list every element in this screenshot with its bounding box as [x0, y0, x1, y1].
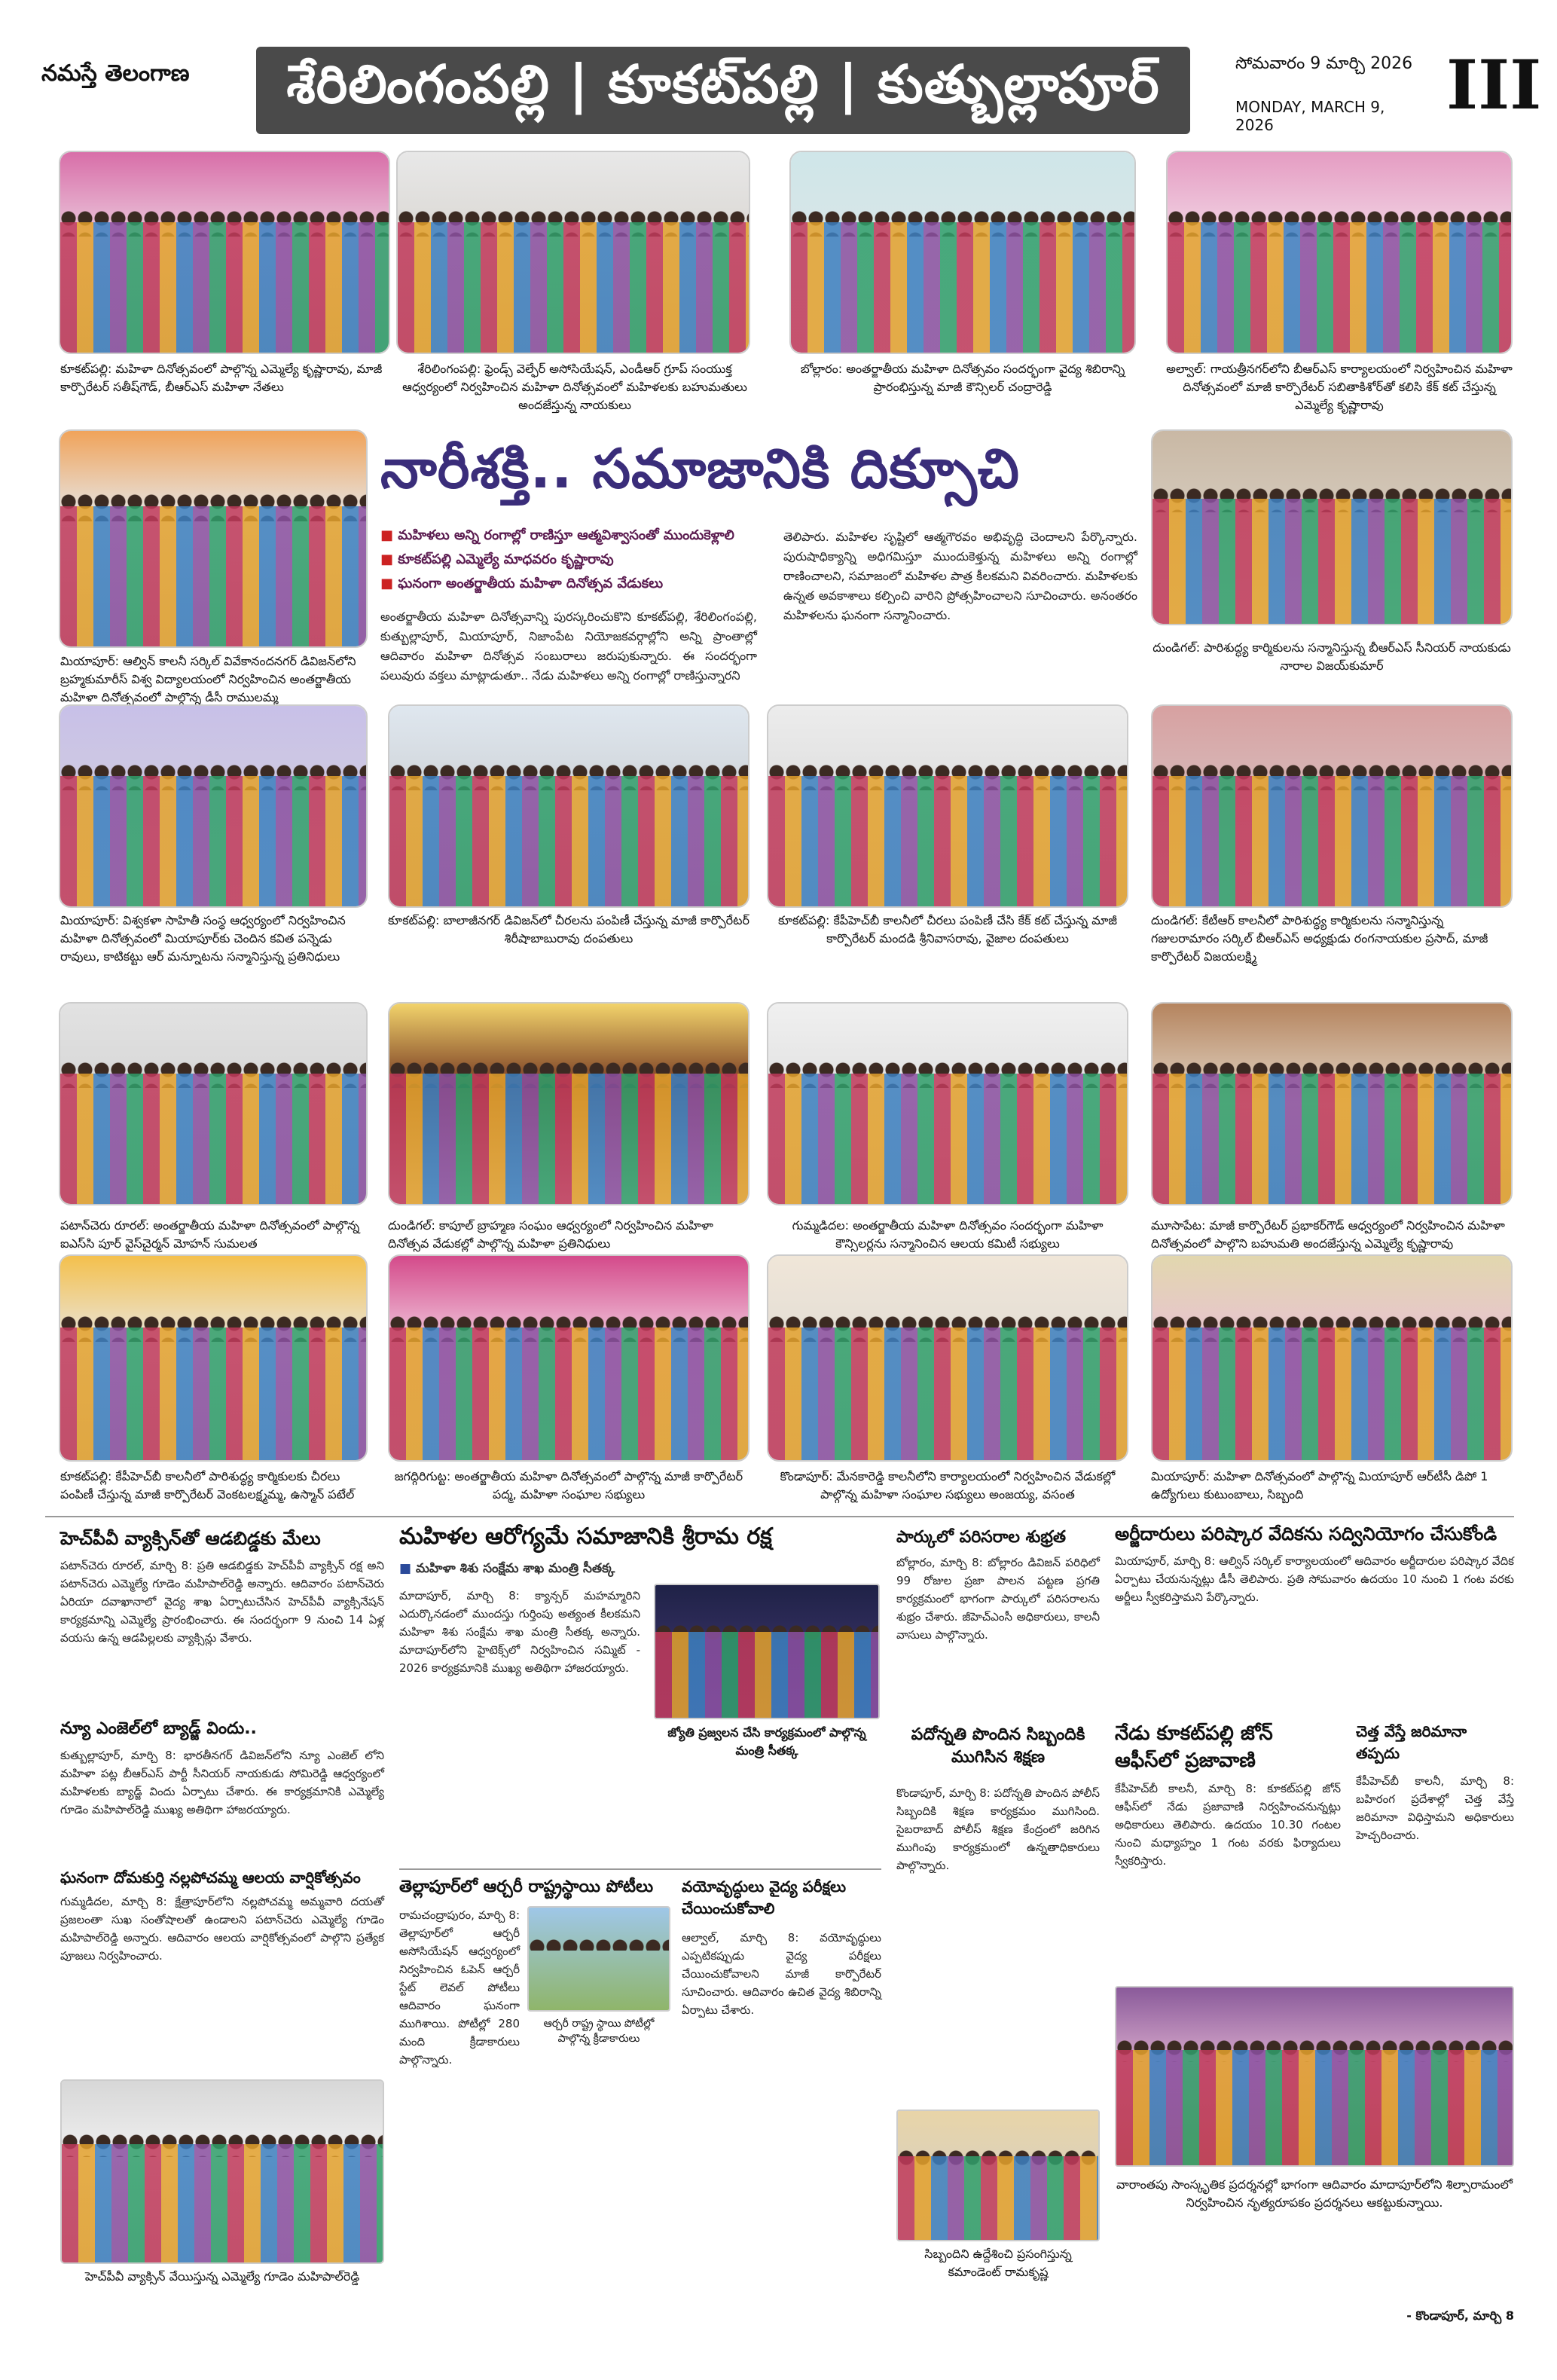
col4-photo-place: - కొండాపూర్, మార్చి 8	[1406, 2308, 1514, 2323]
photo-row3-1	[59, 704, 368, 908]
caption-row3-4: దుండిగల్: కేటీఆర్ కాలనీలో పారిశుద్ధ్య కార్మికులను సన్మానిస్తున్న గజులరామారం సర్కిల్ బీఆర్‌ఎస్ అధ్యక్షుడు రంగనాయకుల ప్రసాద్, మాజీ కార్పొరేటర్ విజయలక్ష్మి	[1151, 913, 1488, 964]
col1-photo-caption: హెచ్‌పీవీ వ్యాక్సిన్ వేయిస్తున్న ఎమ్మెల్యే గూడెం మహిపాల్‌రెడ్డి	[84, 2269, 360, 2284]
lead-bullet-3: ■ ఘనంగా అంతర్జాతీయ మహిళా దినోత్సవ వేడుకలు	[380, 576, 757, 594]
lead-body-left: అంతర్జాతీయ మహిళా దినోత్సవాన్ని పురస్కరించుకొని కూకట్‌పల్లి, శేరిలింగంపల్లి, కుత్బుల్లాపూర్, మియాపూర్, నిజాంపేట నియోజకవర్గాల్లోని అన్ని ప్రాంతాల్లో ఆదివారం మహిళా దినోత్సవ సంబురాలు జరుపుకున్నారు. ఈ సందర్భంగా పలువురు వక్తలు మాట్లాడుతూ.. నేడు మహిళలు అన్ని రంగాల్లో రాణిస్తున్నారని	[380, 610, 757, 683]
col4-body-3: కేపీహెచ్‌బీ కాలనీ, మార్చి 8: బహిరంగ ప్రదేశాల్లో చెత్త వేస్తే జరిమానా విధిస్తామని అధికారులు హెచ్చరించారు.	[1356, 1774, 1514, 1842]
col2-divider	[399, 1868, 881, 1870]
col1-body-2: కుత్బుల్లాపూర్, మార్చి 8: భారతీనగర్ డివిజన్‌లోని న్యూ ఎంజెల్ లోని మహిళా పట్ల బీఆర్‌ఎస్ పార్టీ సీనియర్ నాయకుడు సోమిరెడ్డి ఆధ్వర్యంలో మహిళలకు బ్యాడ్జ్ విందు ఏర్పాటు చేశారు. ఈ కార్యక్రమానికి ఎమ్మెల్యే గూడెం మహిపాల్‌రెడ్డి ముఖ్య అతిథిగా హాజరయ్యారు.	[60, 1749, 384, 1816]
caption-row5-1: కూకట్‌పల్లి: కేపీహెచ్‌బీ కాలనీలో పారిశుద్ధ్య కార్మికులకు చీరలు పంపిణీ చేస్తున్న మాజీ కార్పొరేటర్ వెంకటలక్ష్మమ్మ, ఉస్మాన్ పటేల్	[60, 1469, 355, 1502]
photo-row4-4	[1151, 1002, 1513, 1205]
caption-left-mid: మియాపూర్: ఆల్విన్ కాలనీ సర్కిల్ వివేకానందనగర్ డివిజన్‌లోని బ్రహ్మకుమారీస్ విశ్వ విద్యాలయంలో నిర్వహించిన అంతర్జాతీయ మహిళా దినోత్సవంలో పాల్గొన్న డీసీ రాములమ్మ	[60, 654, 356, 704]
photo-row1-2	[396, 151, 750, 354]
caption-row5-4: మియాపూర్: మహిళా దినోత్సవంలో పాల్గొన్న మియాపూర్ ఆర్‌టీసీ డిపో 1 ఉద్యోగులు కుటుంబాలు, సిబ్బంది	[1151, 1469, 1488, 1502]
photo-row4-2	[388, 1002, 749, 1205]
photo-row3-2	[388, 704, 749, 908]
caption-row1-4: అల్వాల్: గాయత్రీనగర్‌లోని బీఆర్‌ఎస్ కార్యాలయంలో నిర్వహించిన మహిళా దినోత్సవంలో మాజీ కార్పొరేటర్ సబితాకిశోర్‌తో కలిసి కేక్ కట్ చేస్తున్న ఎమ్మెల్యే కృష్ణారావు	[1166, 362, 1513, 412]
photo-row4-3	[767, 1002, 1128, 1205]
col2-photo	[654, 1584, 880, 1719]
col3-photo-caption: సిబ్బందిని ఉద్దేశించి ప్రసంగిస్తున్న కమాండెంట్ రామకృష్ణ	[924, 2247, 1072, 2279]
col3-headline-2: పదోన్నతి పొందిన సిబ్బందికి ముగిసిన శిక్షణ	[911, 1725, 1085, 1767]
col3-photo	[896, 2110, 1100, 2241]
col3-body-2: కొండాపూర్, మార్చి 8: పదోన్నతి పొందిన పోలీస్ సిబ్బందికి శిక్షణ కార్యక్రమం ముగిసింది. సైబరాబాద్ పోలీస్ శిక్షణ కేంద్రంలో జరిగిన ముగింపు కార్యక్రమంలో ఉన్నతాధికారులు పాల్గొన్నారు.	[896, 1786, 1100, 1872]
col2-body-3: ఆల్వాల్, మార్చి 8: వయోవృద్ధులు ఎప్పటికప్పుడు వైద్య పరీక్షలు చేయించుకోవాలని మాజీ కార్పొరేటర్ సూచించారు. ఆదివారం ఉచిత వైద్య శిబిరాన్ని ఏర్పాటు చేశారు.	[682, 1931, 881, 2017]
col1-headline-1: హెచ్‌పీవీ వ్యాక్సిన్‌తో ఆడబిడ్డకు మేలు	[60, 1528, 321, 1549]
photo-row1-1	[59, 151, 390, 354]
col4-headline-1: అర్జీదారులు పరిష్కార వేదికను సద్వినియోగం చేసుకోండి	[1115, 1523, 1497, 1544]
photo-row5-1	[59, 1254, 368, 1462]
col4-headline-2: నేడు కూకట్‌పల్లి జోన్ ఆఫీస్‌లో ప్రజావాణి	[1115, 1722, 1273, 1772]
photo-row1-4	[1166, 151, 1513, 354]
col3-body-1: బోల్లారం, మార్చి 8: బోల్లారం డివిజన్ పరిధిలో 99 రోజుల ప్రజా పాలన పట్టణ ప్రగతి కార్యక్రమంలో భాగంగా పార్కులో పరిసరాలను శుభ్రం చేశారు. జీహెచ్‌ఎంసీ అధికారులు, కాలనీ వాసులు పాల్గొన్నారు.	[896, 1556, 1100, 1642]
caption-row1-2: శేరిలింగంపల్లి: ఫ్రెండ్స్ వెల్ఫేర్ అసోసియేషన్, ఎండీఆర్ గ్రూప్ సంయుక్త ఆధ్వర్యంలో నిర్వహించిన మహిళా దినోత్సవంలో మహిళలకు బహుమతులు అందజేస్తున్న నాయకులు	[402, 362, 747, 412]
col2-photo-2	[527, 1906, 670, 2012]
col4-body-2: కేపీహెచ్‌బీ కాలనీ, మార్చి 8: కూకట్‌పల్లి జోన్ ఆఫీస్‌లో నేడు ప్రజావాణి నిర్వహించనున్నట్లు అధికారులు తెలిపారు. ఉదయం 10.30 గంటల నుంచి మధ్యాహ్నం 1 గంట వరకు ఫిర్యాదులు స్వీకరిస్తారు.	[1115, 1782, 1341, 1868]
photo-row5-2	[388, 1254, 749, 1462]
col4-photo-caption: వారాంతపు సాంస్కృతిక ప్రదర్శనల్లో భాగంగా ఆదివారం మాదాపూర్‌లోని శిల్పారామంలో నిర్వహించిన నృత్యరూపకం ప్రదర్శనలు ఆకట్టుకున్నాయి.	[1116, 2177, 1513, 2210]
lead-bullet-2: ■ కూకట్‌పల్లి ఎమ్మెల్యే మాధవరం కృష్ణారావు	[380, 551, 757, 570]
caption-right-mid: దుండిగల్: పారిశుద్ధ్య కార్మికులను సన్మానిస్తున్న బీఆర్‌ఎస్ సీనియర్ నాయకుడు నారాల విజయ్‌కుమార్	[1152, 640, 1511, 673]
lead-headline: నారీశక్తి.. సమాజానికి దిక్సూచి	[380, 437, 1020, 500]
photo-row3-4	[1151, 704, 1513, 908]
photo-row3-3	[767, 704, 1128, 908]
col1-headline-3: ఘనంగా దోమకుర్తి నల్లపోచమ్మ ఆలయ వార్షికోత్సవం	[60, 1868, 361, 1887]
date-telugu: సోమవారం 9 మార్చి 2026	[1235, 54, 1413, 73]
page-number: III	[1446, 45, 1542, 125]
photo-row5-4	[1151, 1254, 1513, 1462]
caption-row4-2: దుండిగల్: కాపూల్ బ్రాహ్మణ సంఘం ఆధ్వర్యంలో నిర్వహించిన మహిళా దినోత్సవ వేడుకల్లో పాల్గొన్న మహిళా ప్రతినిధులు	[388, 1218, 713, 1251]
col1-body-1: పటాన్‌చెరు రూరల్, మార్చి 8: ప్రతి ఆడబిడ్డకు హెచ్‌పీవీ వ్యాక్సిన్ రక్ష అని పటాన్‌చెరు ఎమ్మెల్యే గూడెం మహిపాల్‌రెడ్డి అన్నారు. ఆదివారం పటాన్‌చెరు ఏరియా దవాఖానాలో వైద్య శాఖ ఏర్పాటుచేసిన హెచ్‌పీవీ వ్యాక్సినేషన్ కార్యక్రమాన్ని ఎమ్మెల్యే ప్రారంభించారు. ఈ సందర్భంగా 9 నుంచి 14 ఏళ్ల వయసు ఉన్న ఆడపిల్లలకు వ్యాక్సిన్లు వేశారు.	[60, 1559, 384, 1645]
paper-name: నమస్తే తెలంగాణ	[41, 60, 190, 87]
col1-headline-2: న్యూ ఎంజెల్‌లో బ్యాడ్జ్ విందు..	[60, 1719, 257, 1738]
photo-left-mid	[59, 429, 368, 648]
col1-photo	[60, 2079, 384, 2264]
photo-row5-3	[767, 1254, 1128, 1462]
caption-row4-1: పటాన్‌చెరు రూరల్: అంతర్జాతీయ మహిళా దినోత్సవంలో పాల్గొన్న ఐఎస్‌సి పూర్ వైస్‌చైర్మన్ మోహన్ సుమలత	[60, 1218, 360, 1251]
col4-body-1: మియాపూర్, మార్చి 8: ఆల్విన్ సర్కిల్ కార్యాలయంలో ఆదివారం అర్జీదారుల పరిష్కార వేదిక ఏర్పాటు చేయనున్నట్లు డీసీ తెలిపారు. ప్రతి సోమవారం ఉదయం 10 నుంచి 1 గంట వరకు అర్జీలు స్వీకరిస్తామని పేర్కొన్నారు.	[1115, 1554, 1514, 1604]
caption-row4-4: మూసాపేట: మాజీ కార్పొరేటర్ ప్రభాకర్‌గౌడ్ ఆధ్వర్యంలో నిర్వహించిన మహిళా దినోత్సవంలో పాల్గొని బహుమతి అందజేస్తున్న ఎమ్మెల్యే కృష్ణారావు	[1151, 1218, 1505, 1251]
caption-row3-3: కూకట్‌పల్లి: కేపీహెచ్‌బీ కాలనీలో చీరలు పంపిణీ చేసి కేక్ కట్ చేస్తున్న మాజీ కార్పొరేటర్ మందడి శ్రీనివాసరావు, వైజాల దంపతులు	[778, 913, 1117, 946]
photo-right-mid	[1151, 429, 1513, 625]
photo-row1-3	[789, 151, 1136, 354]
col1-body-3: గుమ్మడిదల, మార్చి 8: క్షేత్రాపూర్‌లోని నల్లపోచమ్మ అమ్మవారి దయతో ప్రజలంతా సుఖ సంతోషాలతో ఉండాలని పటాన్‌చెరు ఎమ్మెల్యే గూడెం మహిపాల్‌రెడ్డి అన్నారు. ఆదివారం ఆలయ వార్షికోత్సవంలో పాల్గొని ప్రత్యేక పూజలు నిర్వహించారు.	[60, 1895, 384, 1963]
col2-body-1: మాదాపూర్, మార్చి 8: క్యాన్సర్ మహమ్మారిని ఎదుర్కొనడంలో ముందస్తు గుర్తింపు అత్యంత కీలకమని మహిళా శిశు సంక్షేమ శాఖ మంత్రి సీతక్క అన్నారు. మాదాపూర్‌లోని హైటెక్స్‌లో నిర్వహించిన సమ్మిట్ - 2026 కార్యక్రమానికి ముఖ్య అతిథిగా హాజరయ్యారు.	[399, 1589, 640, 1675]
caption-row5-3: కొండాపూర్: మేనకారెడ్డి కాలనీలోని కార్యాలయంలో నిర్వహించిన వేడుకల్లో పాల్గొన్న మహిళా సంఘాల సభ్యులు అంజయ్య, వసంత	[780, 1469, 1116, 1502]
col2-headline-1: మహిళల ఆరోగ్యమే సమాజానికి శ్రీరామ రక్ష	[399, 1523, 772, 1550]
caption-row5-2: జగద్గిరిగుట్ట: అంతర్జాతీయ మహిళా దినోత్సవంలో పాల్గొన్న మాజీ కార్పొరేటర్ పద్మ, మహిళా సంఘాల సభ్యులు	[394, 1469, 743, 1502]
col2-photo-caption: జ్యోతి ప్రజ్వలన చేసి కార్యక్రమంలో పాల్గొన్న మంత్రి సీతక్క	[667, 1725, 866, 1758]
col2-subheadline: ■ మహిళా శిశు సంక్షేమ శాఖ మంత్రి సీతక్క	[399, 1561, 821, 1579]
caption-row3-1: మియాపూర్: విశ్వకళా సాహితీ సంస్థ ఆధ్వర్యంలో నిర్వహించిన మహిళా దినోత్సవంలో మియాపూర్‌కు చెందిన కవిత పన్నెడు రావులు, కాటికట్టు ఆర్ మన్నూటను సన్మానిస్తున్న ప్రతినిధులు	[60, 913, 346, 964]
date-english: MONDAY, MARCH 9, 2026	[1235, 98, 1385, 134]
col2-headline-3: వయోవృద్ధులు వైద్య పరీక్షలు చేయించుకోవాలి	[682, 1877, 847, 1917]
lead-body-right: తెలిపారు. మహిళల సృష్టిలో ఆత్మగౌరవం అభివృద్ధి చెందాలని పేర్కొన్నారు. పురుషాధిక్యాన్ని అధిగమిస్తూ ముందుకెళ్తున్న మహిళలు అన్ని రంగాల్లో రాణించాలని, సమాజంలో మహిళల పాత్ర కీలకమని వివరించారు. మహిళలకు ఉన్నత అవకాశాలు కల్పించి వారిని ప్రోత్సహించాలని సూచించారు. అనంతరం మహిళలను ఘనంగా సన్మానించారు.	[783, 530, 1137, 622]
caption-row1-3: బోల్లారం: అంతర్జాతీయ మహిళా దినోత్సవం సందర్భంగా వైద్య శిబిరాన్ని ప్రారంభిస్తున్న మాజీ కౌన్సిలర్ చంద్రారెడ్డి	[800, 362, 1125, 394]
col2-photo2-caption: ఆర్చరీ రాష్ట్ర స్థాయి పోటీల్లో పాల్గొన్న క్రీడాకారులు	[543, 2018, 655, 2045]
photo-row4-1	[59, 1002, 368, 1205]
col2-headline-2: తెల్లాపూర్‌లో ఆర్చరీ రాష్ట్రస్థాయి పోటీలు	[399, 1877, 654, 1896]
caption-row1-1: కూకట్‌పల్లి: మహిళా దినోత్సవంలో పాల్గొన్న ఎమ్మెల్యే కృష్ణారావు, మాజీ కార్పొరేటర్ సతీష్‌గౌడ్, బీఆర్‌ఎస్ మహిళా నేతలు	[60, 362, 383, 394]
caption-row4-3: గుమ్మడిదల: అంతర్జాతీయ మహిళా దినోత్సవం సందర్భంగా మహిళా కౌన్సిలర్లను సన్మానించిన ఆలయ కమిటీ సభ్యులు	[792, 1218, 1104, 1251]
caption-row3-2: కూకట్‌పల్లి: బాలాజీనగర్ డివిజన్‌లో చీరలను పంపిణీ చేస్తున్న మాజీ కార్పొరేటర్ శిరీషాబాబురావు దంపతులు	[388, 913, 749, 946]
lead-bullet-1: ■ మహిళలు అన్ని రంగాల్లో రాణిస్తూ ఆత్మవిశ్వాసంతో ముందుకెళ్లాలి	[380, 527, 757, 546]
col4-photo	[1115, 1986, 1514, 2167]
col2-body-2: రామచంద్రాపురం, మార్చి 8: తెల్లాపూర్‌లో ఆర్చరీ అసోసియేషన్ ఆధ్వర్యంలో నిర్వహించిన ఓపెన్ ఆర్చరీ స్టేట్ లెవల్ పోటీలు ఆదివారం ఘనంగా ముగిశాయి. పోటీల్లో 280 మంది క్రీడాకారులు పాల్గొన్నారు.	[399, 1908, 520, 2067]
section-divider	[45, 1516, 1514, 1517]
section-banner: శేరిలింగంపల్లి | కూకట్‌పల్లి | కుత్బుల్లాపూర్	[256, 47, 1190, 134]
col3-headline-1: పార్కులో పరిసరాల శుభ్రత	[896, 1528, 1066, 1547]
col4-headline-3: చెత్త వేస్తే జరిమానా తప్పదు	[1356, 1722, 1467, 1762]
